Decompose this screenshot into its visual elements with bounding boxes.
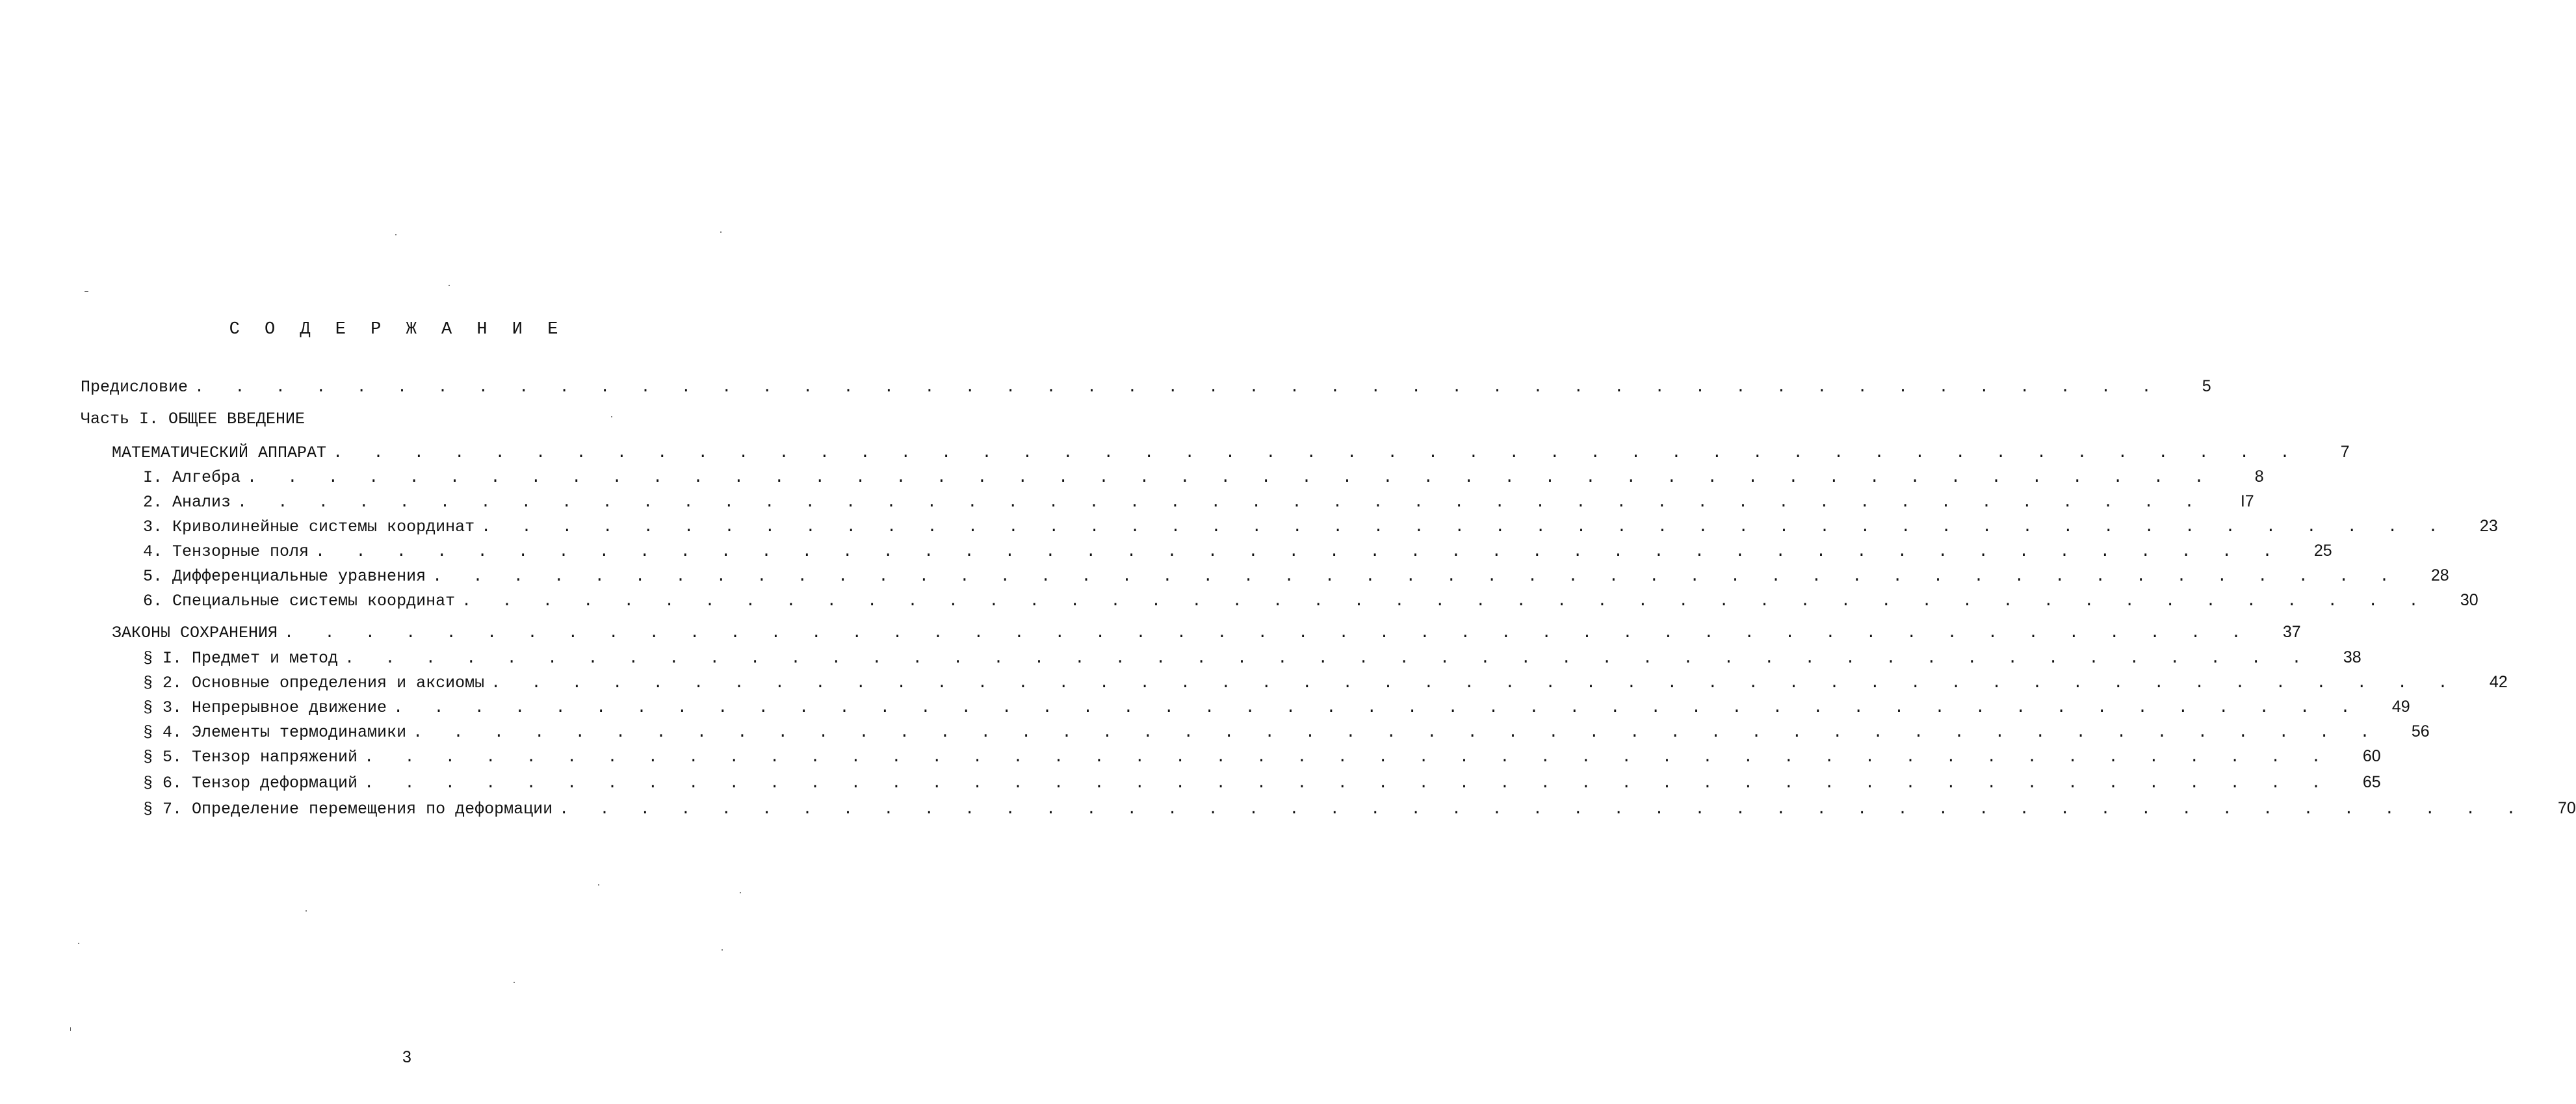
toc-entry-label: § 6. Тензор деформаций	[143, 774, 364, 793]
toc-entry-tensor-fields	[143, 542, 2332, 565]
toc-entry-strain-tensor	[143, 773, 2381, 796]
toc-entry-label: МАТЕМАТИЧЕСКИЙ АППАРАТ	[112, 443, 333, 462]
toc-entry-page: 65	[2332, 773, 2381, 792]
scan-speck	[740, 892, 741, 893]
toc-leader: . . . . . . . . . . . . . . . . . . . . . . . . . . . . . . . . . . . . . . . . . . . . . . . . .	[345, 649, 2312, 668]
toc-leader: . . . . . . . . . . . . . . . . . . . . . . . . . . . . . . . . . . . . . . . . . . . . . . . . .	[393, 698, 2361, 717]
toc-entry-label: § 2. Основные определения и аксиомы	[143, 674, 491, 692]
toc-entry-label: § 3. Непрерывное движение	[143, 698, 393, 717]
toc-entry-page: I7	[2205, 492, 2254, 511]
toc-section-conservation	[112, 623, 2301, 646]
toc-leader: . . . . . . . . . . . . . . . . . . . . . . . . . . . . . . . . . . . . . . . . . . . . . . . . .	[413, 723, 2380, 742]
toc-section-math	[112, 443, 2350, 466]
toc-entry-page: 49	[2361, 698, 2410, 716]
scan-speck	[395, 234, 397, 235]
toc-entry-label: Предисловие	[81, 378, 194, 397]
toc-leader: . . . . . . . . . . . . . . . . . . . . . . . . . . . . . . . . . . . . . . . . . . . . . . . . .	[432, 567, 2400, 586]
toc-entry-page: 37	[2252, 623, 2301, 642]
toc-entry-page: 5	[2162, 377, 2211, 396]
toc-leader: . . . . . . . . . . . . . . . . . . . . . . . . . . . . . . . . . . . . . . . . . . . . . . . . .	[194, 378, 2162, 397]
toc-leader: . . . . . . . . . . . . . . . . . . . . . . . . . . . . . . . . . . . . . . . . . . . . . . . . .	[364, 748, 2332, 767]
toc-entry-label: 3. Криволинейные системы координат	[143, 518, 481, 536]
toc-entry-label: I. Алгебра	[143, 468, 247, 487]
toc-entry-page: 25	[2283, 542, 2332, 560]
toc-entry-label: § I. Предмет и метод	[143, 649, 345, 668]
scan-speck	[449, 285, 450, 286]
toc-entry-page: 28	[2400, 566, 2449, 585]
scan-speck	[611, 416, 612, 417]
toc-entry-page: 38	[2312, 648, 2361, 667]
toc-entry-label: ЗАКОНЫ СОХРАНЕНИЯ	[112, 624, 284, 642]
toc-entry-page: 23	[2449, 517, 2498, 536]
toc-entry-page: 60	[2332, 747, 2381, 766]
toc-entry-label: Часть I. ОБЩЕЕ ВВЕДЕНИЕ	[81, 410, 306, 428]
toc-entry-page: 42	[2458, 673, 2508, 692]
page-number: 3	[402, 1048, 411, 1066]
scan-speck	[78, 943, 79, 944]
toc-entry-stress-tensor	[143, 747, 2381, 770]
toc-leader: . . . . . . . . . . . . . . . . . . . . . . . . . . . . . . . . . . . . . . . . . . . . . . . . .	[315, 542, 2283, 561]
toc-entry-label: § 4. Элементы термодинамики	[143, 723, 413, 742]
toc-entry-page: 70	[2527, 799, 2576, 818]
toc-entry-label: 2. Анализ	[143, 493, 237, 512]
toc-entry-page: 56	[2380, 722, 2430, 741]
toc-leader: . . . . . . . . . . . . . . . . . . . . . . . . . . . . . . . . . . . . . . . . . . . . . . . . .	[333, 443, 2300, 462]
toc-leader: . . . . . . . . . . . . . . . . . . . . . . . . . . . . . . . . . . . . . . . . . . . . . . . . .	[247, 468, 2215, 487]
toc-title: С О Д Е Р Ж А Н И Е	[229, 320, 566, 339]
toc-entry-page: 8	[2215, 467, 2264, 486]
toc-entry-definitions-axioms	[143, 673, 2508, 696]
toc-entry-page: 7	[2300, 443, 2350, 462]
toc-entry-page: 30	[2429, 591, 2478, 610]
scan-speck	[720, 231, 722, 233]
toc-leader: . . . . . . . . . . . . . . . . . . . . . . . . . . . . . . . . . . . . . . . . . . . . . . . . .	[491, 674, 2458, 692]
toc-leader: . . . . . . . . . . . . . . . . . . . . . . . . . . . . . . . . . . . . . . . . . . . . . . . . .	[364, 774, 2332, 793]
toc-part-heading	[81, 410, 725, 433]
toc-entry-special-coords	[143, 591, 2478, 614]
scan-speck	[722, 949, 723, 951]
scan-speck	[514, 982, 515, 983]
toc-entry-thermodynamics	[143, 722, 2430, 746]
scan-speck	[70, 1027, 71, 1031]
toc-entry-algebra	[143, 467, 2264, 491]
toc-entry-preface	[81, 377, 2211, 401]
toc-leader: . . . . . . . . . . . . . . . . . . . . . . . . . . . . . . . . . . . . . . . . . . . . . . . . .	[559, 800, 2527, 819]
toc-entry-subject-method	[143, 648, 2361, 672]
toc-leader: . . . . . . . . . . . . . . . . . . . . . . . . . . . . . . . . . . . . . . . . . . . . . . . . .	[481, 518, 2449, 536]
toc-entry-analysis	[143, 492, 2254, 516]
toc-entry-label: 5. Дифференциальные уравнения	[143, 567, 432, 586]
toc-leader: . . . . . . . . . . . . . . . . . . . . . . . . . . . . . . . . . . . . . . . . . . . . . . . . .	[462, 592, 2429, 611]
toc-entry-label: 4. Тензорные поля	[143, 542, 315, 561]
toc-entry-curvilinear	[143, 517, 2498, 540]
scan-speck	[306, 910, 307, 912]
toc-entry-label: 6. Специальные системы координат	[143, 592, 462, 611]
toc-leader: . . . . . . . . . . . . . . . . . . . . . . . . . . . . . . . . . . . . . . . . . . . . . . . . .	[284, 624, 2252, 642]
toc-entry-label: § 7. Определение перемещения по деформации	[143, 800, 559, 819]
toc-entry-label: § 5. Тензор напряжений	[143, 748, 364, 767]
toc-leader: . . . . . . . . . . . . . . . . . . . . . . . . . . . . . . . . . . . . . . . . . . . . . . . . .	[237, 493, 2205, 512]
toc-entry-continuous-motion	[143, 698, 2410, 721]
scan-speck	[85, 291, 88, 292]
toc-entry-displacement	[143, 799, 2576, 822]
toc-entry-diff-equations	[143, 566, 2449, 590]
scan-speck	[598, 884, 599, 886]
